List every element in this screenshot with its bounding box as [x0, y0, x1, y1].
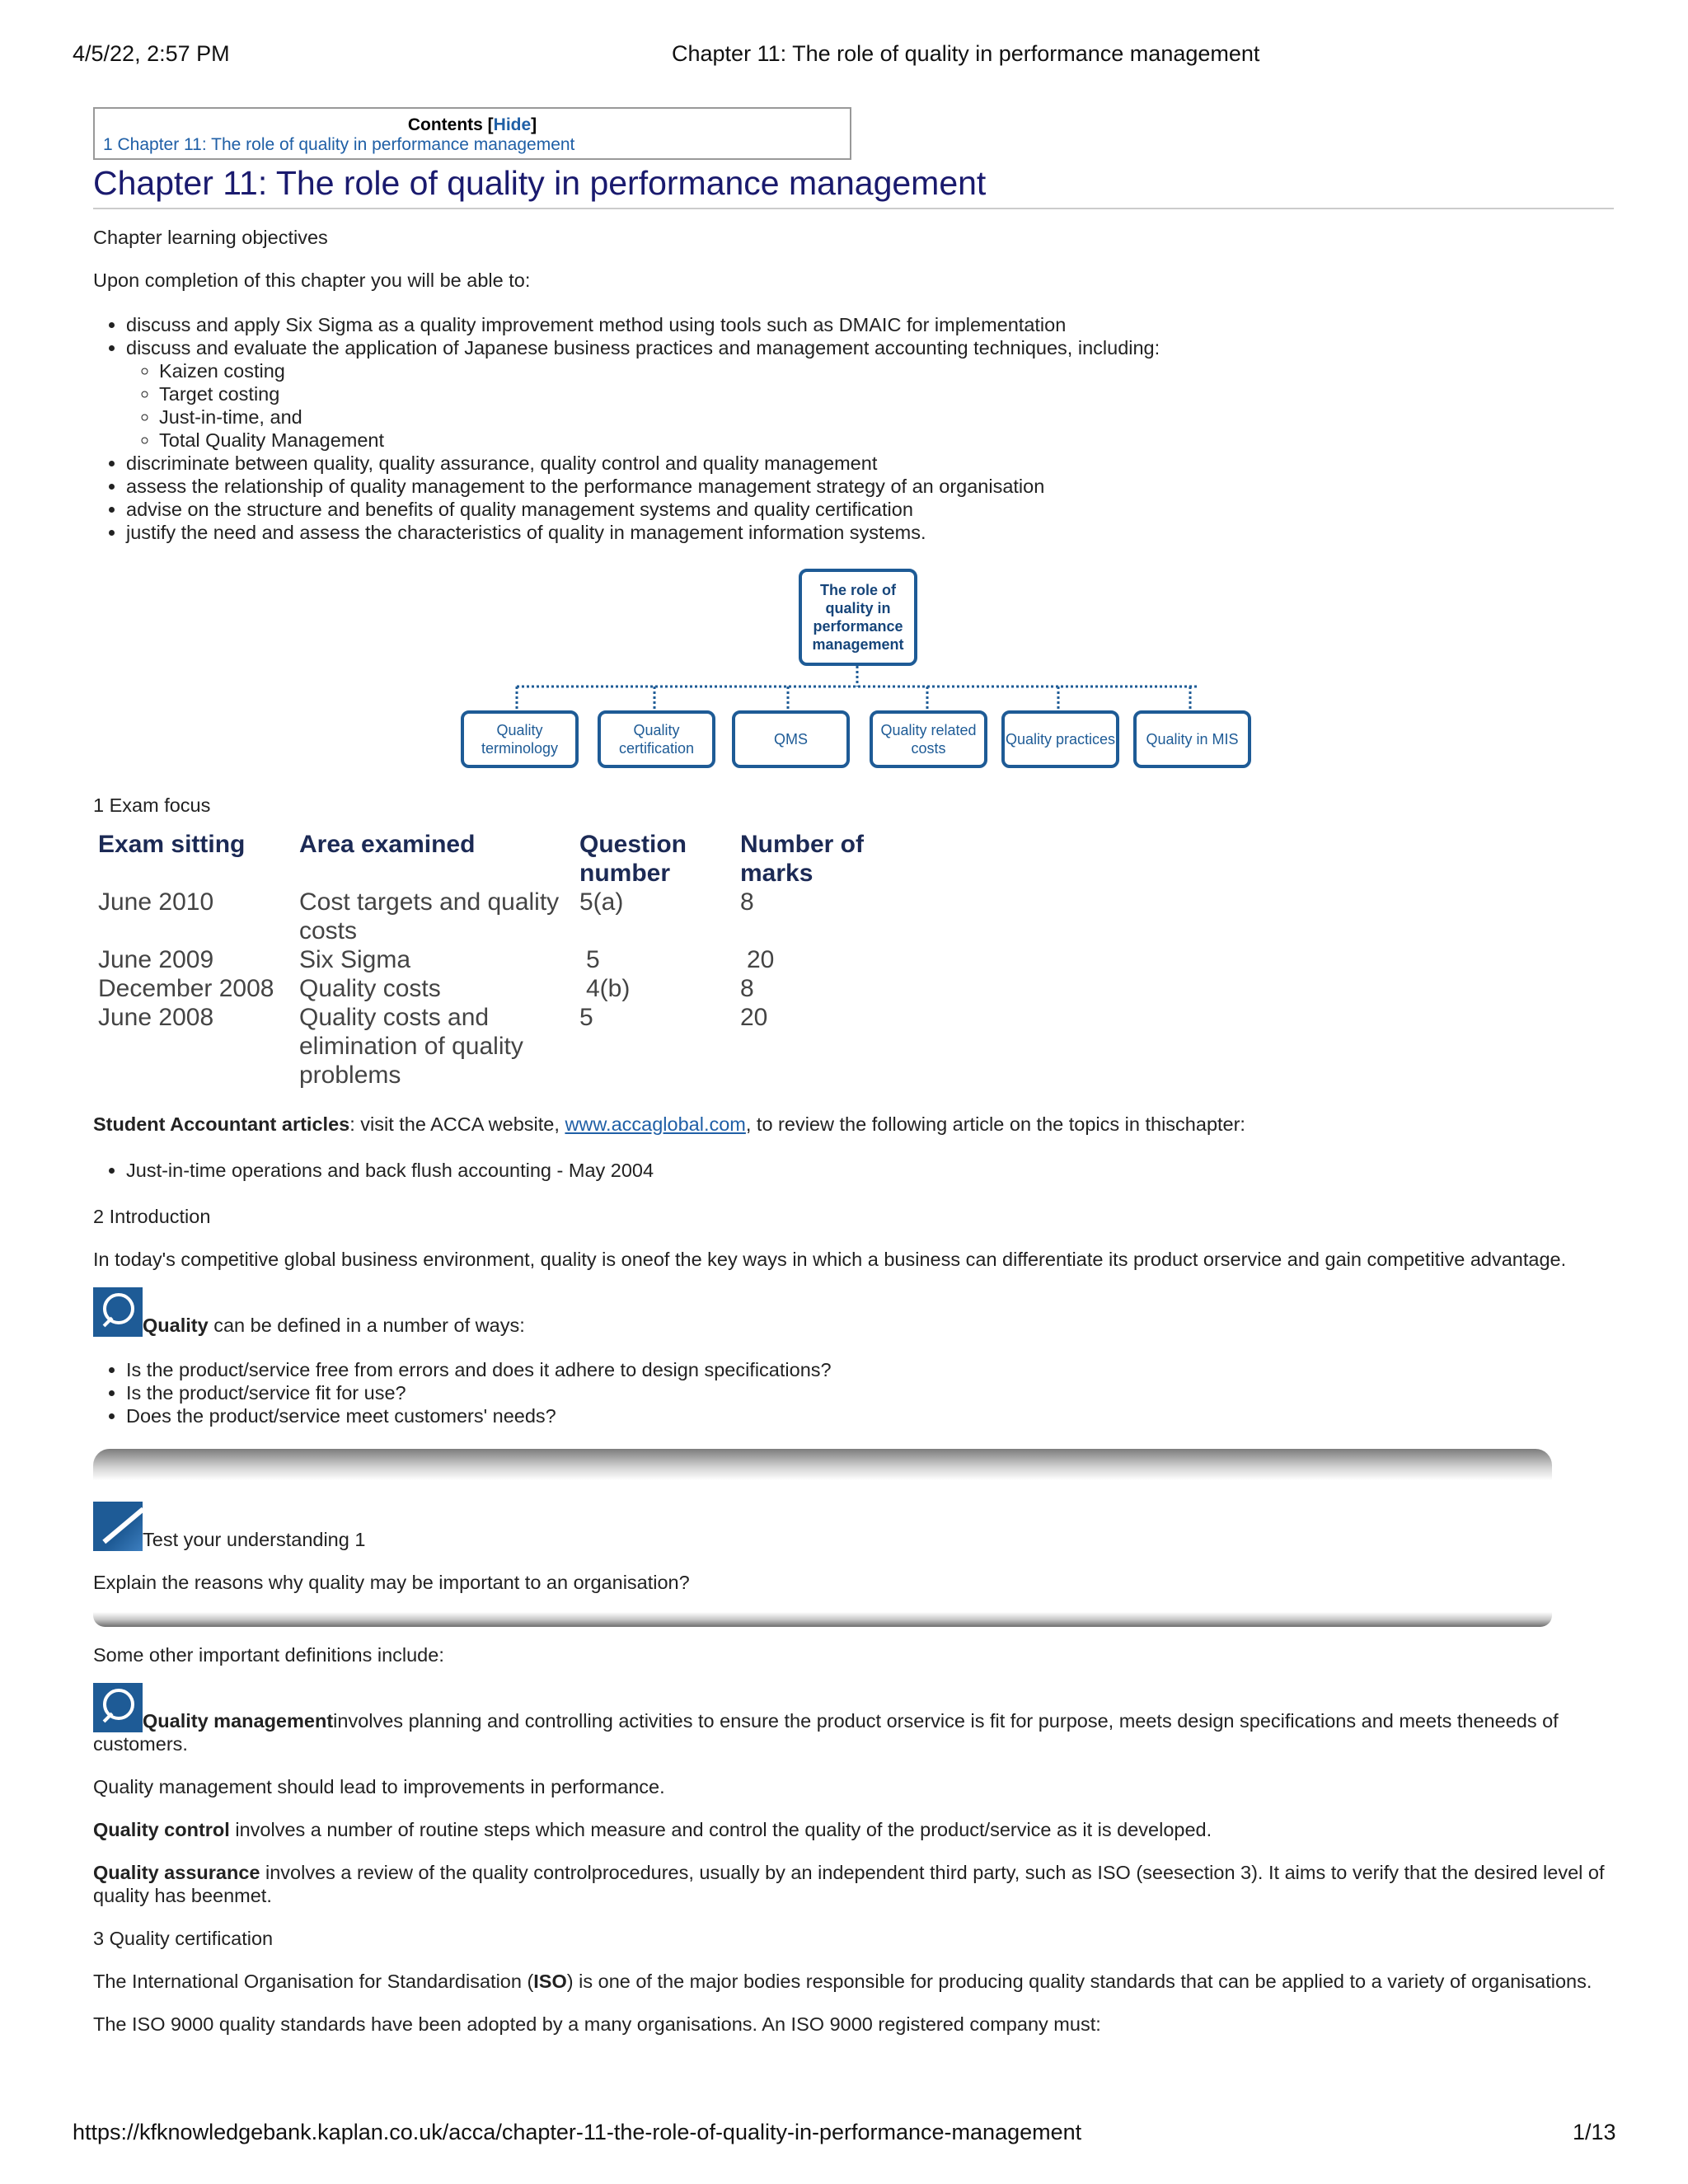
table-cell: 4(b) [586, 975, 631, 1002]
list-item: • Does the product/service meet customers' needs? [126, 1404, 1614, 1427]
student-articles-label: Student Accountant articles [93, 1113, 350, 1135]
toc-item[interactable]: 1 Chapter 11: The role of quality in performance management [103, 135, 575, 154]
header-title: Chapter 11: The role of quality in performance management [672, 41, 1260, 66]
student-articles-para [93, 1113, 1614, 1136]
table-cell: Six Sigma [299, 946, 411, 973]
table-cell: 8 [740, 888, 754, 916]
list-item-text: discuss and evaluate the application of Japanese business practices and management accounting techniques, including: [126, 337, 1160, 359]
diagram-node-terminology: Quality terminology [461, 710, 579, 768]
qm-note: Quality management should lead to improvements in performance. [93, 1776, 665, 1797]
list-item [126, 336, 1614, 452]
acca-link[interactable]: www.accaglobal.com [565, 1113, 746, 1135]
diagram-node-related-costs: Quality related costs [870, 710, 987, 768]
introduction-heading: 2 Introduction [93, 1206, 211, 1227]
text-span: ) is one of the major bodies responsible for producing quality standards that can be applied to a variety of organisations. [566, 1971, 1592, 1992]
box-top-bar [93, 1449, 1552, 1480]
sub-list-item: ◦ Just-in-time, and [159, 405, 1614, 429]
quality-label: Quality [143, 1315, 209, 1336]
toc-hide-link[interactable]: Hide [493, 115, 532, 134]
text-span: involves planning and controlling activities to ensure the product orservice is fit for purpose, meets design specifications and meets theneeds of customers. [93, 1710, 1559, 1755]
list-item: • assess the relationship of quality management to the performance management strategy of an organisation [126, 475, 1614, 498]
certification-para-2: The ISO 9000 quality standards have been adopted by a many organisations. An ISO 9000 registered company must: [93, 2013, 1101, 2035]
qa-label: Quality assurance [93, 1862, 260, 1883]
column-header: Number of marks [740, 831, 864, 887]
tyu-title-line [93, 1502, 1552, 1551]
text-span: The International Organisation for Standardisation ( [93, 1971, 534, 1992]
sub-list [126, 359, 1614, 452]
text-span: can be defined in a number of ways: [208, 1315, 525, 1336]
tyu-title: Test your understanding 1 [143, 1529, 366, 1550]
table-cell: Quality costs [299, 975, 441, 1002]
diagram-node-practices: Quality practices [1001, 710, 1119, 768]
list-item: • advise on the structure and benefits of quality management systems and quality certification [126, 498, 1614, 521]
column-header: Question number [579, 831, 687, 887]
quality-list [93, 1358, 1614, 1427]
magnifier-icon [93, 1683, 143, 1732]
contents-label: Contents [407, 115, 483, 134]
exam-focus-heading: 1 Exam focus [93, 794, 211, 816]
magnifier-icon [93, 1287, 143, 1337]
test-your-understanding-box [93, 1449, 1552, 1627]
chapter-diagram [461, 569, 1252, 779]
text-span: : visit the ACCA website, [349, 1113, 565, 1135]
text-span: , to review the following article on the topics in thischapter: [745, 1113, 1245, 1135]
tyu-question: Explain the reasons why quality may be important to an organisation? [93, 1572, 690, 1593]
column-header: Area examined [299, 831, 476, 858]
table-header-row [98, 830, 880, 888]
toc-heading: Contents [Hide] [407, 115, 537, 134]
table-of-contents [93, 107, 851, 160]
qc-label: Quality control [93, 1819, 230, 1840]
table-cell: June 2008 [98, 1004, 214, 1031]
objectives-heading: Chapter learning objectives [93, 227, 328, 248]
qm-label: Quality management [143, 1710, 334, 1732]
objectives-intro: Upon completion of this chapter you will be able to: [93, 269, 531, 291]
list-item: • discuss and apply Six Sigma as a quality improvement method using tools such as DMAIC for implementation [126, 313, 1614, 336]
diagram-node-qms: QMS [732, 710, 850, 768]
exam-table [98, 830, 880, 1090]
table-row [98, 974, 880, 1003]
qa-definition [93, 1861, 1614, 1907]
table-row [98, 888, 880, 945]
sub-list-item: ◦ Target costing [159, 382, 1614, 405]
list-item: • discriminate between quality, quality assurance, quality control and quality management [126, 452, 1614, 475]
certification-para-1 [93, 1970, 1614, 1993]
list-item: • Just-in-time operations and back flush accounting - May 2004 [126, 1159, 1614, 1182]
table-cell: 5 [586, 946, 600, 973]
box-bottom-bar [93, 1612, 1552, 1627]
table-cell: 5(a) [579, 888, 624, 916]
sub-list-item: ◦ Kaizen costing [159, 359, 1614, 382]
header-datetime: 4/5/22, 2:57 PM [73, 41, 230, 66]
table-cell: 20 [747, 946, 775, 973]
pen-icon [93, 1502, 143, 1551]
table-cell: 20 [740, 1004, 768, 1031]
qc-definition [93, 1818, 1614, 1841]
footer-page-number: 1/13 [1573, 2120, 1616, 2144]
iso-label: ISO [533, 1971, 567, 1992]
list-item: • Is the product/service fit for use? [126, 1381, 1614, 1404]
objectives-list [93, 313, 1614, 544]
table-row [98, 945, 880, 974]
list-item: • Is the product/service free from errors and does it adhere to design specifications? [126, 1358, 1614, 1381]
table-cell: 8 [740, 975, 754, 1002]
table-cell: June 2010 [98, 888, 214, 916]
table-cell: 5 [579, 1004, 593, 1031]
diagram-node-mis: Quality in MIS [1133, 710, 1251, 768]
quality-definition [93, 1287, 1614, 1337]
table-row [98, 1003, 880, 1090]
certification-heading: 3 Quality certification [93, 1928, 274, 1949]
list-item: • justify the need and assess the characteristics of quality in management information systems. [126, 521, 1614, 544]
table-cell: Quality costs and elimination of quality problems [299, 1004, 523, 1089]
table-cell: December 2008 [98, 975, 274, 1002]
diagram-root-node: The role of quality in performance management [799, 569, 917, 666]
text-span: involves a number of routine steps which measure and control the quality of the product/service as it is developed. [229, 1819, 1212, 1840]
page-title: Chapter 11: The role of quality in performance management [93, 163, 1614, 209]
definitions-intro: Some other important definitions include: [93, 1644, 444, 1666]
table-cell: Cost targets and quality costs [299, 888, 560, 944]
articles-list [93, 1159, 1614, 1182]
footer-url: https://kfknowledgebank.kaplan.co.uk/acca/chapter-11-the-role-of-quality-in-performance-management [73, 2120, 1082, 2144]
page-content [93, 107, 1614, 2036]
sub-list-item: ◦ Total Quality Management [159, 429, 1614, 452]
column-header: Exam sitting [98, 831, 246, 858]
introduction-para: In today's competitive global business environment, quality is oneof the key ways in which a business can differentiate its product orservice and gain competitive advantage. [93, 1249, 1567, 1270]
qm-definition [93, 1683, 1614, 1755]
text-span: involves a review of the quality controlprocedures, usually by an independent third party, such as ISO (seesection 3). It aims to verify that the desired level of quality has beenmet. [93, 1862, 1605, 1906]
table-cell: June 2009 [98, 946, 214, 973]
diagram-node-certification: Quality certification [598, 710, 715, 768]
